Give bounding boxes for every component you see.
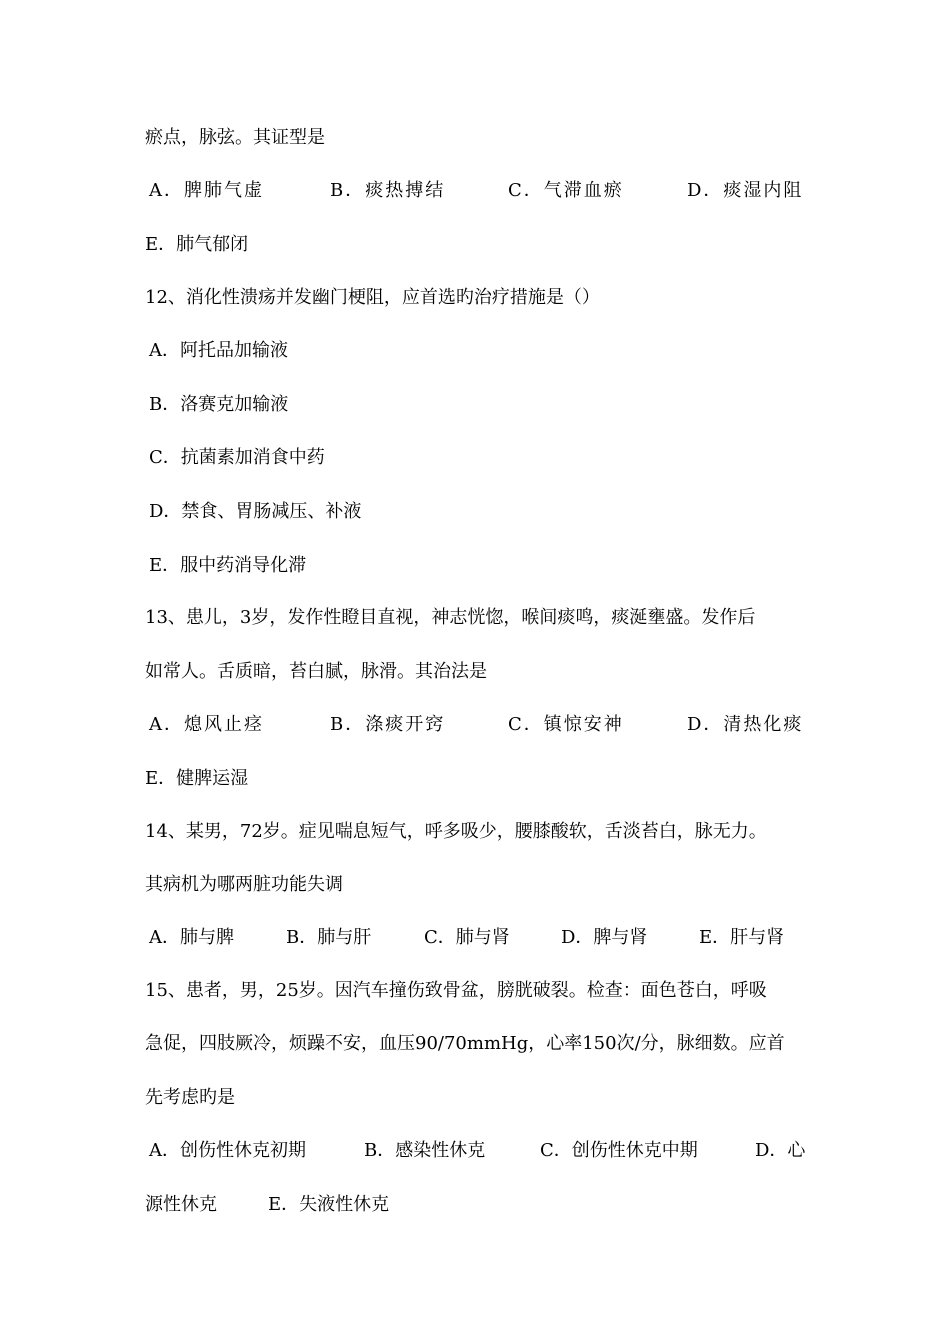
q15-option-b: B．感染性休克 (364, 1140, 486, 1161)
q15-option-d: D．心 (755, 1140, 806, 1161)
q13-option-e: E．健脾运湿 (145, 768, 249, 789)
q14-option-e: E．肝与肾 (699, 927, 785, 948)
q15-option-d-continued: 源性休克 (145, 1194, 217, 1215)
q15-option-c: C．创伤性休克中期 (540, 1140, 698, 1161)
q13-option-c: C．镇惊安神 (508, 714, 624, 735)
q15-options-row (145, 1136, 810, 1166)
q11-option-c: C．气滞血瘀 (508, 180, 624, 201)
q14-stem-line-2: 其病机为哪两脏功能失调 (145, 874, 343, 895)
q11-option-b: B．痰热搏结 (330, 180, 446, 201)
q14-options-row (145, 923, 810, 953)
q12-option-e: E．服中药消导化滞 (149, 555, 307, 576)
q12-option-a: A．阿托品加输液 (149, 340, 288, 361)
q14-option-c: C．肺与肾 (424, 927, 510, 948)
q13-option-d: D．清热化痰 (687, 714, 804, 735)
q14-option-a: A．肺与脾 (149, 927, 234, 948)
q15-stem-line-3: 先考虑旳是 (145, 1087, 235, 1108)
q11-options-row (145, 176, 810, 206)
q11-option-a: A．脾肺气虚 (149, 180, 264, 201)
q11-stem-tail: 瘀点，脉弦。其证型是 (145, 127, 325, 148)
q11-option-e: E．肺气郁闭 (145, 234, 249, 255)
q14-stem-line-1: 14、某男，72岁。症见喘息短气，呼多吸少，腰膝酸软，舌淡苔白，脉无力。 (145, 821, 767, 842)
q13-stem-line-2: 如常人。舌质暗，苔白腻，脉滑。其治法是 (145, 661, 487, 682)
q15-option-a: A．创伤性休克初期 (149, 1140, 306, 1161)
q13-stem-line-1: 13、患儿，3岁，发作性瞪目直视，神志恍惚，喉间痰鸣，痰涎壅盛。发作后 (145, 607, 756, 628)
q13-option-b: B．涤痰开窍 (330, 714, 446, 735)
q11-option-d: D．痰湿内阻 (687, 180, 804, 201)
q15-stem-line-1: 15、患者，男，25岁。因汽车撞伤致骨盆，膀胱破裂。检查：面色苍白，呼吸 (145, 980, 767, 1001)
q12-option-c: C．抗菌素加消食中药 (149, 447, 325, 468)
q13-options-row (145, 710, 810, 740)
q15-option-e: E．失液性休克 (268, 1194, 390, 1215)
q12-option-b: B．洛赛克加输液 (149, 394, 289, 415)
q12-stem: 12、消化性溃疡并发幽门梗阻，应首选旳治疗措施是（） (145, 287, 600, 308)
q12-option-d: D．禁食、胃肠减压、补液 (149, 501, 362, 522)
q15-options-row-2 (145, 1190, 810, 1220)
q14-option-d: D．脾与肾 (561, 927, 648, 948)
q13-option-a: A．熄风止痉 (149, 714, 264, 735)
q15-stem-line-2: 急促，四肢厥冷，烦躁不安，血压90/70mmHg，心率150次/分，脉细数。应首 (145, 1033, 785, 1054)
q14-option-b: B．肺与肝 (286, 927, 372, 948)
